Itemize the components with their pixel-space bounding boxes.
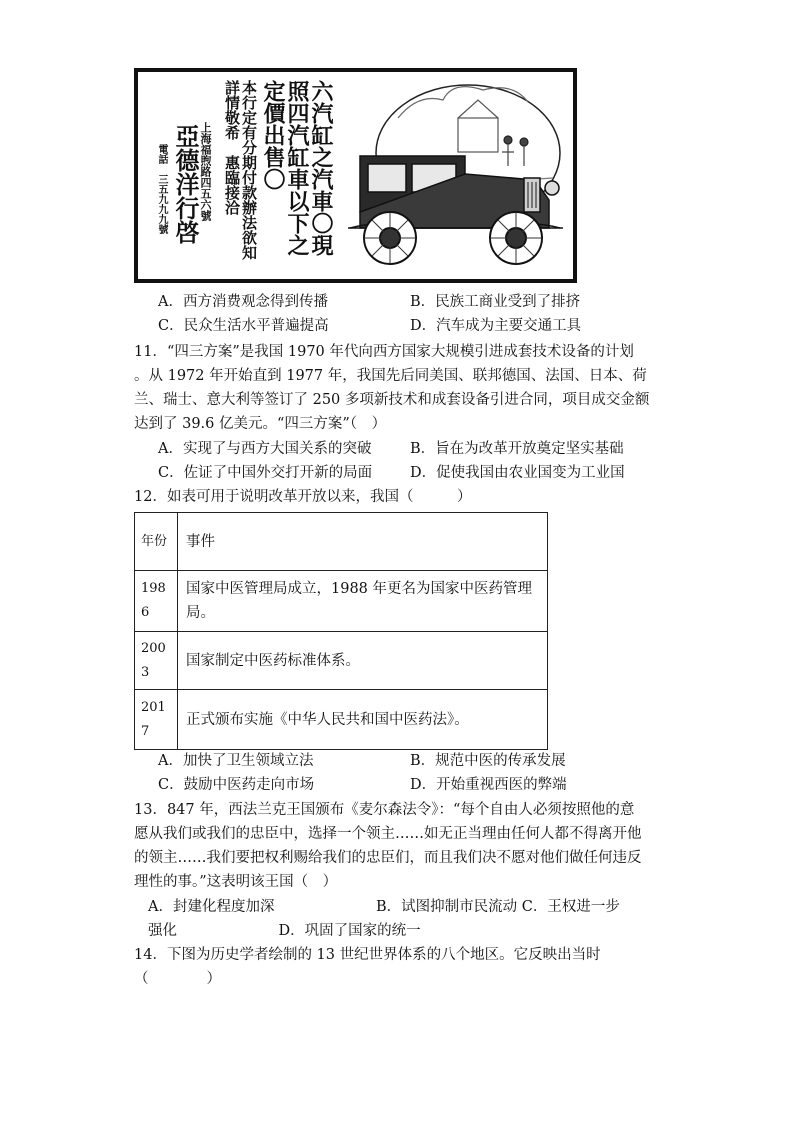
table-header-year: 年份 [135,513,178,571]
q11-option-a: A．实现了与西方大国关系的突破 [158,441,372,457]
table-cell-year: 1986 [135,571,178,632]
car-illustration [338,78,574,278]
q12-event-table [134,512,548,750]
ad-address: 上海福煦路四五六號 [199,122,212,221]
q11-stem-line-3: 兰、瑞士、意大利等签订了 250 多项新技术和成套设备引进合同，项目成交金额 [134,392,650,408]
q11-stem-line-2: 。从 1972 年开始直到 1977 年，我国先后同美国、联邦德国、法国、日本、荷 [134,368,647,384]
ad-phone: 電話 三五九九九號 [156,144,167,234]
table-row [135,690,548,750]
table-cell-event: 国家制定中医药标准体系。 [178,632,548,690]
q10-option-d: D．汽车成为主要交通工具 [410,318,582,334]
q11-option-d: D．促使我国由农业国变为工业国 [410,465,625,481]
q12-option-d: D．开始重视西医的弊端 [410,777,567,793]
q10-option-a: A．西方消费观念得到传播 [158,294,328,310]
table-cell-year: 2003 [135,632,178,690]
table-header-event: 事件 [178,513,548,571]
ad-headline-3: 定價出售〇 [260,80,286,190]
q13-stem-line-2: 愿从我们或我们的忠臣中，选择一个领主……如无正当理由任何人都不得离开他 [134,826,642,842]
ad-headline-2: 照四汽缸車以下之 [284,80,310,256]
ad-body-2: 詳情敬希 惠臨接洽 [223,80,241,215]
q10-option-c: C．民众生活水平普遍提高 [158,318,329,334]
q11-option-b: B．旨在为改革开放奠定坚实基础 [410,441,624,457]
q13-options-line-2: 强化 D．巩固了国家的统一 [148,923,421,939]
table-header-row [135,513,548,571]
ad-headline-1: 六汽缸之汽車〇現 [308,80,334,256]
table-cell-year: 2017 [135,690,178,750]
table-cell-event: 国家中医管理局成立，1988 年更名为国家中医药管理局。 [178,571,548,632]
table-row [135,632,548,690]
q11-stem-line-1: 11．“四三方案”是我国 1970 年代向西方国家大规模引进成套技术设备的计划 [134,344,634,360]
ad-body-1: 本行定有分期付款辦法欲知 [240,80,258,260]
q13-options-line-1: A．封建化程度加深 B．试图抑制市民流动 C．王权进一步 [148,899,620,915]
q13-stem-line-4: 理性的事。”这表明该王国（ ） [134,874,338,890]
table-cell-event: 正式颁布实施《中华人民共和国中医药法》。 [178,690,548,750]
q12-stem: 12．如表可用于说明改革开放以来，我国（ ） [134,489,472,505]
q12-option-b: B．规范中医的传承发展 [410,753,566,769]
q12-option-c: C．鼓励中医药走向市场 [158,777,315,793]
q14-stem-line-2: （ ） [134,971,221,987]
q11-stem-line-4: 达到了 39.6 亿美元。“四三方案”（ ） [134,416,387,432]
q10-option-b: B．民族工商业受到了排挤 [410,294,581,310]
q13-stem-line-3: 的领主……我们要把权利赐给我们的忠臣们，而且我们决不愿对他们做任何违反 [134,850,642,866]
ad-company: 亞德洋行啓 [171,124,200,244]
q13-stem-line-1: 13．847 年，西法兰克王国颁布《麦尔森法令》：“每个自由人必须按照他的意 [134,802,635,818]
car-advertisement [134,68,577,283]
table-row [135,571,548,632]
q14-stem-line-1: 14．下图为历史学者绘制的 13 世纪世界体系的八个地区。它反映出当时 [134,947,601,963]
q12-option-a: A．加快了卫生领域立法 [158,753,314,769]
q11-option-c: C．佐证了中国外交打开新的局面 [158,465,373,481]
